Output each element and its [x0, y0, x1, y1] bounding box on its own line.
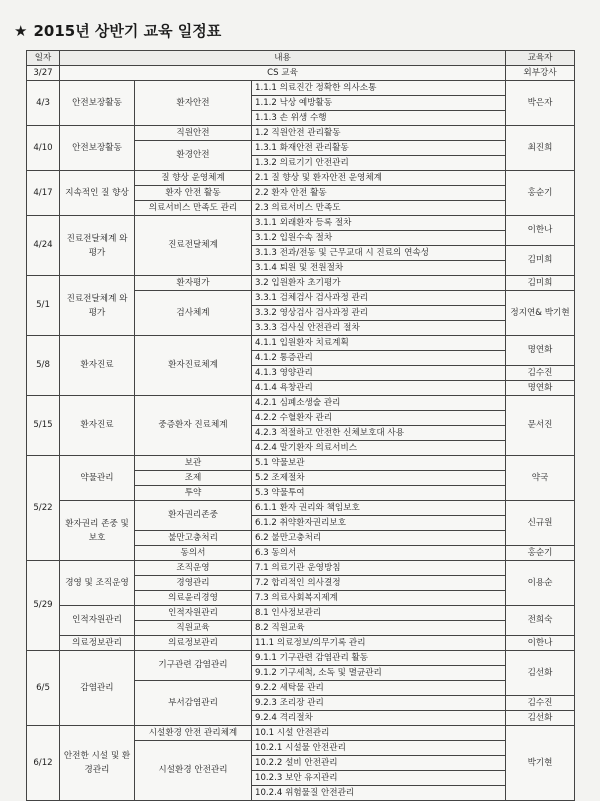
- trainer-cell: 정지연& 박기현: [506, 291, 575, 336]
- item-cell: 1.1.1 의료진간 정확한 의사소통: [252, 81, 506, 96]
- item-cell: 1.3.2 의료기기 안전관리: [252, 156, 506, 171]
- item-cell: 6.1.1 환자 권리와 책임보호: [252, 501, 506, 516]
- schedule-table: [26, 50, 575, 801]
- item-cell: 3.3.2 영상검사 검사과정 관리: [252, 306, 506, 321]
- trainer-cell: 명연화: [506, 336, 575, 366]
- trainer-cell: 외부강사: [506, 66, 575, 81]
- item-cell: 9.2.3 조리장 관리: [252, 696, 506, 711]
- date-cell: 4/24: [27, 216, 60, 276]
- trainer-cell: 김미희: [506, 276, 575, 291]
- trainer-cell: 약국: [506, 456, 575, 501]
- subcategory-cell: 의료윤리경영: [135, 591, 252, 606]
- item-cell: 7.2 합리적인 의사결정: [252, 576, 506, 591]
- item-cell: 8.2 직원교육: [252, 621, 506, 636]
- item-cell: 1.2 직원안전 관리활동: [252, 126, 506, 141]
- item-cell: 3.2 입원환자 초기평가: [252, 276, 506, 291]
- subcategory-cell: 의료서비스 만족도 관리: [135, 201, 252, 216]
- trainer-cell: 홍순기: [506, 171, 575, 216]
- category-cell: 안전보장활동: [60, 81, 135, 126]
- item-cell: 10.1 시설 안전관리: [252, 726, 506, 741]
- subcategory-cell: 직원안전: [135, 126, 252, 141]
- item-cell: 1.3.1 화재안전 관리활동: [252, 141, 506, 156]
- item-cell: 6.1.2 취약환자권리보호: [252, 516, 506, 531]
- item-cell: 9.2.2 세탁물 관리: [252, 681, 506, 696]
- category-cell: 안전보장활동: [60, 126, 135, 171]
- table-row: [27, 276, 575, 291]
- subcategory-cell: 환자안전: [135, 81, 252, 126]
- table-row: [27, 726, 575, 741]
- subcategory-cell: 불만고충처리: [135, 531, 252, 546]
- header-row: [27, 51, 575, 66]
- item-cell: 3.1.4 퇴원 및 전원절차: [252, 261, 506, 276]
- item-cell: 3.1.3 전과/전동 및 근무교대 시 진료의 연속성: [252, 246, 506, 261]
- table-row: [27, 336, 575, 351]
- item-cell: 6.3 동의서: [252, 546, 506, 561]
- star-bullet-icon: ★: [14, 22, 28, 40]
- item-cell: 4.2.2 수혈환자 관리: [252, 411, 506, 426]
- header-date: 일자: [27, 51, 60, 66]
- date-cell: 6/5: [27, 651, 60, 726]
- subcategory-cell: 중증환자 진료체계: [135, 396, 252, 456]
- date-cell: 5/22: [27, 456, 60, 561]
- subcategory-cell: 환경안전: [135, 141, 252, 171]
- trainer-cell: 김선화: [506, 651, 575, 696]
- trainer-cell: 김미희: [506, 246, 575, 276]
- date-cell: 6/12: [27, 726, 60, 801]
- table-row: [27, 606, 575, 621]
- page-title: ★ 2015년 상반기 교육 일정표: [14, 22, 222, 40]
- date-cell: 4/10: [27, 126, 60, 171]
- item-cell: 9.1.2 기구세척, 소독 및 멸균관리: [252, 666, 506, 681]
- item-cell: 5.1 약물보관: [252, 456, 506, 471]
- subcategory-cell: 기구관련 감염관리: [135, 651, 252, 681]
- trainer-cell: 홍순기: [506, 546, 575, 561]
- subcategory-cell: 환자진료체계: [135, 336, 252, 396]
- table-row: [27, 651, 575, 666]
- subcategory-cell: 의료정보관리: [135, 636, 252, 651]
- date-cell: 5/1: [27, 276, 60, 336]
- item-cell: 8.1 인사정보관리: [252, 606, 506, 621]
- item-cell: 4.2.1 심폐소생술 관리: [252, 396, 506, 411]
- trainer-cell: 명연화: [506, 381, 575, 396]
- trainer-cell: 전희숙: [506, 606, 575, 636]
- trainer-cell: 이한나: [506, 636, 575, 651]
- item-cell: 4.1.2 통증관리: [252, 351, 506, 366]
- subcategory-cell: 경영관리: [135, 576, 252, 591]
- table-row: [27, 396, 575, 411]
- subcategory-cell: 환자권리존중: [135, 501, 252, 531]
- item-cell: 2.3 의료서비스 만족도: [252, 201, 506, 216]
- subcategory-cell: 질 향상 운영체계: [135, 171, 252, 186]
- trainer-cell: 이한나: [506, 216, 575, 246]
- date-cell: 4/3: [27, 81, 60, 126]
- subcategory-cell: 동의서: [135, 546, 252, 561]
- item-cell: 6.2 불만고충처리: [252, 531, 506, 546]
- item-cell: 3.1.1 외래환자 등록 절차: [252, 216, 506, 231]
- trainer-cell: 이용순: [506, 561, 575, 606]
- category-cell: 진료전달체계 와 평가: [60, 216, 135, 276]
- category-cell: 지속적인 질 향상: [60, 171, 135, 216]
- date-cell: 3/27: [27, 66, 60, 81]
- subcategory-cell: 직원교육: [135, 621, 252, 636]
- table-row: [27, 171, 575, 186]
- item-cell: 11.1 의료정보/의무기록 관리: [252, 636, 506, 651]
- subcategory-cell: 조제: [135, 471, 252, 486]
- item-cell: 3.1.2 입원수속 절차: [252, 231, 506, 246]
- item-cell: 9.1.1 기구관련 감염관리 활동: [252, 651, 506, 666]
- item-cell: 7.1 의료기관 운영방침: [252, 561, 506, 576]
- category-cell: 환자진료: [60, 336, 135, 396]
- item-cell: 1.1.3 손 위생 수행: [252, 111, 506, 126]
- trainer-cell: 박은자: [506, 81, 575, 126]
- item-cell: 10.2.2 설비 안전관리: [252, 756, 506, 771]
- category-cell: 안전한 시설 및 환경관리: [60, 726, 135, 801]
- item-cell: 4.2.4 말기환자 의료서비스: [252, 441, 506, 456]
- category-cell: 인적자원관리: [60, 606, 135, 636]
- item-cell: 10.2.1 시설물 안전관리: [252, 741, 506, 756]
- table-row: [27, 561, 575, 576]
- date-cell: 5/15: [27, 396, 60, 456]
- date-cell: 5/8: [27, 336, 60, 396]
- table-row: [27, 216, 575, 231]
- subcategory-cell: 환자 안전 활동: [135, 186, 252, 201]
- subcategory-cell: 환자평가: [135, 276, 252, 291]
- trainer-cell: 김수진: [506, 366, 575, 381]
- table-row: [27, 636, 575, 651]
- trainer-cell: 김수진: [506, 696, 575, 711]
- trainer-cell: 김선화: [506, 711, 575, 726]
- table-row: [27, 501, 575, 516]
- table-row: [27, 66, 575, 81]
- table-row: [27, 81, 575, 96]
- trainer-cell: 문서진: [506, 396, 575, 456]
- item-cell: 5.2 조제절차: [252, 471, 506, 486]
- item-cell: 4.2.3 적절하고 안전한 신체보호대 사용: [252, 426, 506, 441]
- item-cell: 10.2.4 위험물질 안전관리: [252, 786, 506, 801]
- item-cell: 3.3.1 검체검사 검사과정 관리: [252, 291, 506, 306]
- item-cell: 4.1.1 입원환자 치료계획: [252, 336, 506, 351]
- category-cell: 환자진료: [60, 396, 135, 456]
- date-cell: 4/17: [27, 171, 60, 216]
- trainer-cell: 박기현: [506, 726, 575, 801]
- item-cell: 7.3 의료사회복지제계: [252, 591, 506, 606]
- item-cell: 3.3.3 검사실 안전관리 절차: [252, 321, 506, 336]
- category-cell: 진료전달체계 와 평가: [60, 276, 135, 336]
- subcategory-cell: 진료전달체계: [135, 216, 252, 276]
- item-cell: 10.2.3 보안 유지관리: [252, 771, 506, 786]
- subcategory-cell: 조직운영: [135, 561, 252, 576]
- category-cell: 환자권리 존중 및 보호: [60, 501, 135, 561]
- item-cell: 2.2 환자 안전 활동: [252, 186, 506, 201]
- subcategory-cell: 시설환경 안전 관리체계: [135, 726, 252, 741]
- item-cell: 9.2.4 격리절차: [252, 711, 506, 726]
- subcategory-cell: 검사체계: [135, 291, 252, 336]
- trainer-cell: 신규원: [506, 501, 575, 546]
- content-cell: CS 교육: [60, 66, 506, 81]
- trainer-cell: 최진희: [506, 126, 575, 171]
- table-row: [27, 456, 575, 471]
- item-cell: 1.1.2 낙상 예방활동: [252, 96, 506, 111]
- category-cell: 의료정보관리: [60, 636, 135, 651]
- item-cell: 4.1.3 영양관리: [252, 366, 506, 381]
- category-cell: 경영 및 조직운영: [60, 561, 135, 606]
- subcategory-cell: 인적자원관리: [135, 606, 252, 621]
- table-row: [27, 126, 575, 141]
- date-cell: 5/29: [27, 561, 60, 651]
- header-content: 내용: [60, 51, 506, 66]
- item-cell: 4.1.4 욕창관리: [252, 381, 506, 396]
- header-trainer: 교육자: [506, 51, 575, 66]
- subcategory-cell: 보관: [135, 456, 252, 471]
- subcategory-cell: 부서감염관리: [135, 681, 252, 726]
- subcategory-cell: 투약: [135, 486, 252, 501]
- item-cell: 5.3 약물투여: [252, 486, 506, 501]
- subcategory-cell: 시설환경 안전관리: [135, 741, 252, 801]
- item-cell: 2.1 질 향상 및 환자안전 운영체계: [252, 171, 506, 186]
- category-cell: 감염관리: [60, 651, 135, 726]
- category-cell: 약물관리: [60, 456, 135, 501]
